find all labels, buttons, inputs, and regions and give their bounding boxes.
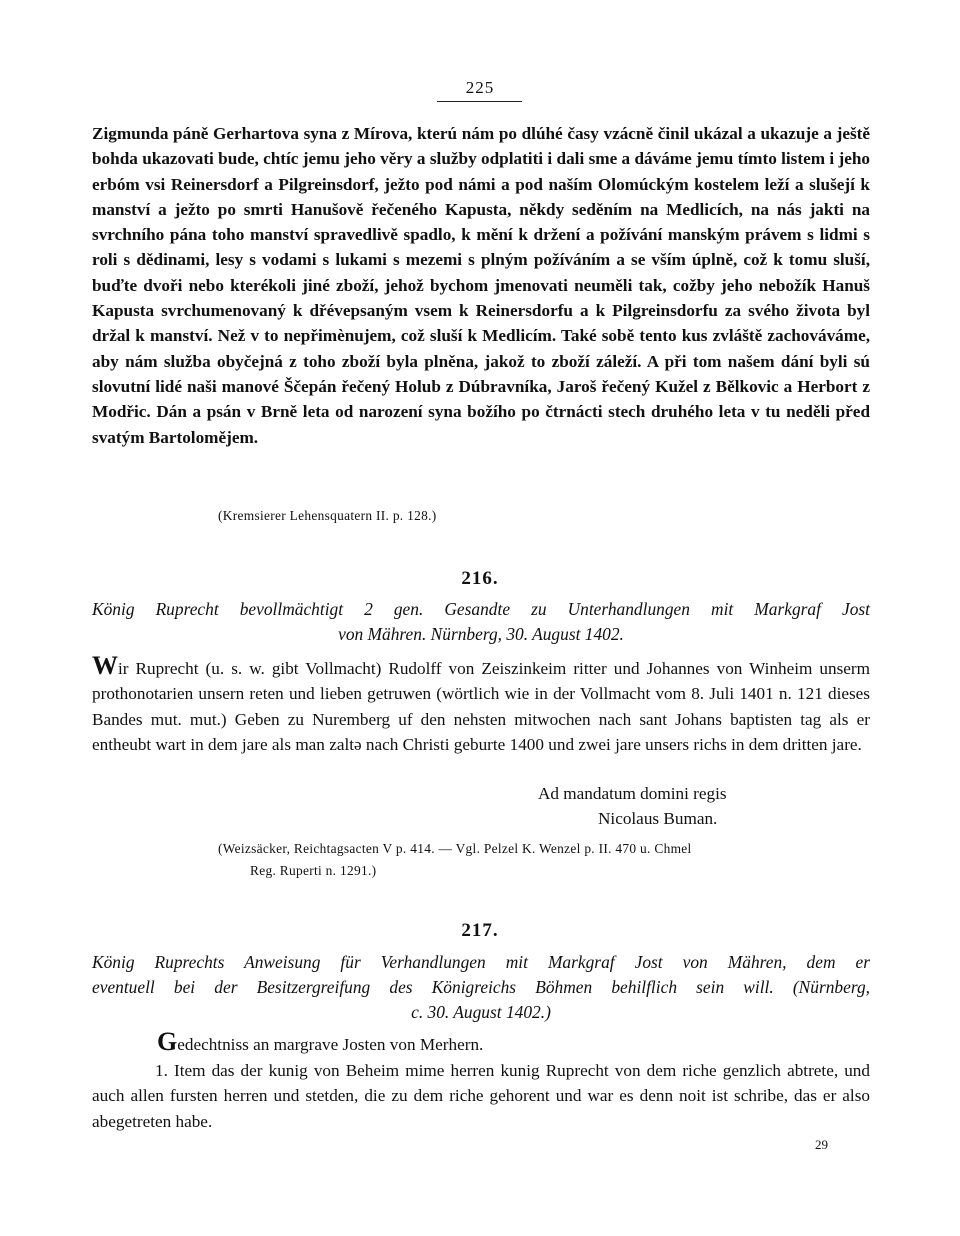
document-number-216: 216. [461, 568, 499, 589]
regest-217 [92, 950, 870, 1025]
page-header [0, 78, 960, 98]
source-216-line-1: (Weizsäcker, Reichtagsacten V p. 414. — Vgl. Pelzel K. Wenzel p. II. 470 u. Chmel [218, 841, 692, 856]
document-216-text [92, 651, 870, 757]
regest-217-line-2: eventuell bei der Besitzergreifung des Königreichs Böhmen behilflich sein will. (Nürnberg, [92, 977, 870, 997]
initial-letter: W [92, 651, 118, 680]
continuation-paragraph [92, 121, 870, 450]
regest-217-line-3: c. 30. August 1402.) [411, 1002, 551, 1022]
document-217-heading [157, 1027, 484, 1056]
signature-mark: 29 [815, 1137, 828, 1152]
closing-line-2: Nicolaus Buman. [598, 809, 718, 828]
continuation-text: Zigmunda páně Gerhartova syna z Mírova, kterú nám po dlúhé časy vzácně činil ukázal a ukazuje a ještě bohda ukazovati bude, chtíc jemu jeho věry a služby odplatiti i dali sme a dáváme jemu tímto listem i jeho erbóm vsi Reinersdorf a Pilgreinsdorf, ježto pod námi a pod naším Olomúckým kostelem leží a slušejí k manství a ježto po smrti Hanušově řečeného Kapusta, někdy seděním na Medlicích, na nás jakti na svrchního pána toho manství spravedlivě spadlo, k mění k držení a požívání manským právem s lidmi s roli s dědinami, lesy s vodami s lukami s mezemi s plným požíváním a se vším úplně, což k tomu sluší, buďte dvoři nebo kterékoli jiné zboží, jehož bychom jmenovati neuměli tak, cožby jeho nebožík Hanuš Kapusta svrchumenovaný k dřévepsaným vsem k Reinersdorfu a k Pilgreinsdorfu za svého života byl držal k manství. Než v to nepřimènujem, což sluší k Medlicím. Také sobě tento kus zvláště zachováváme, aby nám služba obyčejná z toho zboží byla plněna, jakož to zboží záleží. A při tom našem dání byli sú slovutní lidé naši manové Ščepán řečený Holub z Dúbravníka, Jaroš řečený Kužel z Bělkovic a Herbort z Modřic. Dán a psán v Brně leta od narození syna božího po čtrnácti stech druhého leta v tu neděli před svatým Bartolomějem. [92, 124, 870, 447]
initial-letter: G [157, 1027, 178, 1056]
regest-216-line-2: von Mähren. Nürnberg, 30. August 1402. [338, 624, 624, 644]
document-217-heading-text: edechtniss an margrave Josten von Merhern. [177, 1035, 484, 1054]
document-number-217: 217. [461, 920, 499, 941]
regest-216-line-1: König Ruprecht bevollmächtigt 2 gen. Gesandte zu Unterhandlungen mit Markgraf Jost [92, 599, 870, 619]
document-216-body: ir Ruprecht (u. s. w. gibt Vollmacht) Rudolff von Zeiszinkeim ritter und Johannes von Winheim unserm prothonotarien unsern reten und lieben getruwen (wörtlich wie in der Vollmacht vom 8. Juli 1401 n. 121 dieses Bandes mut. mut.) Geben zu Nuremberg uf den nehsten mitwochen nach sant Johans baptisten tag als er entheubt wart in dem jare als man zaltə nach Christi geburte 1400 und zwei jare unsers richs in dem dritten jare. [92, 659, 870, 754]
source-216-line-2: Reg. Ruperti n. 1291.) [250, 863, 377, 878]
regest-217-line-1: König Ruprechts Anweisung für Verhandlungen mit Markgraf Jost von Mähren, dem er [92, 952, 870, 972]
page-number: 225 [465, 78, 495, 97]
closing-line-1: Ad mandatum domini regis [538, 784, 727, 803]
source-citation-216 [218, 838, 874, 882]
regest-216 [92, 597, 870, 647]
document-217-text [92, 1058, 870, 1134]
document-217-item-1: 1. Item das der kunig von Beheim mime herren kunig Ruprecht von dem riche genzlich abtrete, und auch allen fursten herren und stetden, die zu dem riche gehorent und war es denn noit ist schribe, das er also abegetreten habe. [92, 1061, 870, 1131]
source-citation-previous: (Kremsierer Lehensquatern II. p. 128.) [218, 508, 437, 523]
header-rule [437, 101, 522, 102]
